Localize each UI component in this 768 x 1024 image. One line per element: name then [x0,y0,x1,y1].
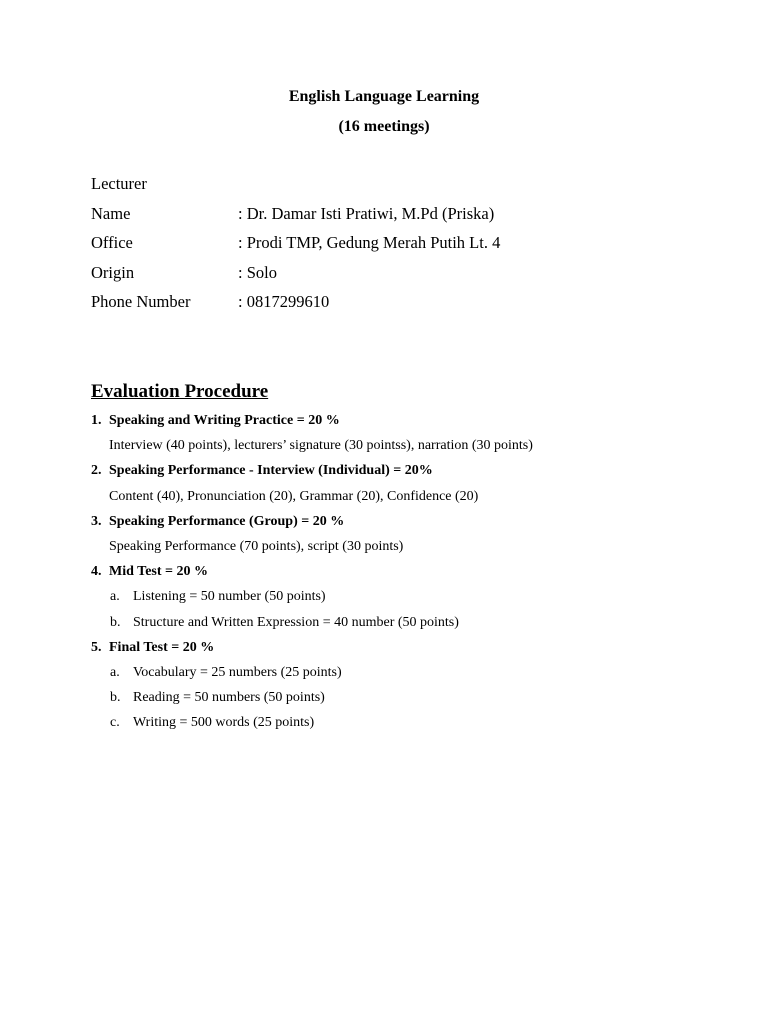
evaluation-list [91,411,731,738]
item-number: 2. [91,463,102,479]
sub-item-text: Writing = 500 words (25 points) [133,715,315,731]
sub-item [91,587,731,612]
item-title: Final Test = 20 % [109,639,215,655]
info-value: : Dr. Damar Isti Pratiwi, M.Pd (Priska) [238,203,495,223]
sub-item-letter: a. [110,664,120,680]
info-label: Phone Number [91,292,191,311]
item-detail: Speaking Performance (70 points), script (30 points) [109,538,404,554]
item-number: 5. [91,639,102,655]
info-value: : Prodi TMP, Gedung Merah Putih Lt. 4 [238,233,501,252]
sub-item [91,613,731,638]
document-subtitle: (16 meetings) [338,118,430,135]
info-value: : Solo [238,262,277,282]
item-title: Speaking Performance - Interview (Individual) = 20% [109,463,433,479]
sub-item-text: Vocabulary = 25 numbers (25 points) [133,664,342,680]
item-number: 3. [91,513,102,529]
info-row-office [91,233,500,263]
info-label: Office [91,233,133,252]
item-title: Speaking and Writing Practice = 20 % [109,413,340,428]
lecturer-info [91,174,500,322]
item-number: 4. [91,564,102,580]
sub-item-letter: c. [110,715,120,731]
sub-item [91,688,731,713]
sub-item-letter: b. [110,614,121,630]
sub-item-text: Reading = 50 numbers (50 points) [133,690,325,706]
sub-item [91,663,731,688]
evaluation-item [91,411,731,436]
info-label: Origin [91,262,135,282]
item-title: Mid Test = 20 % [109,564,208,580]
evaluation-item [91,562,731,587]
info-label: Name [91,203,131,223]
evaluation-heading: Evaluation Procedure [91,381,269,402]
evaluation-item [91,512,731,537]
sub-item [91,713,731,738]
document-title: English Language Learning [288,88,480,105]
info-value: : 0817299610 [238,292,330,311]
sub-item-letter: b. [110,690,121,706]
item-detail: Interview (40 points), lecturers’ signature (30 pointss), narration (30 points) [109,438,533,454]
info-row-name [91,204,500,234]
evaluation-item [91,638,731,663]
sub-item-text: Listening = 50 number (50 points) [133,589,326,605]
info-row-origin [91,263,500,293]
lecturer-heading: Lecturer [91,174,147,193]
item-detail: Content (40), Pronunciation (20), Grammar (20), Confidence (20) [109,488,479,504]
item-number: 1. [91,413,102,428]
evaluation-item [91,461,731,486]
info-row-phone [91,292,500,322]
sub-item-letter: a. [110,589,120,605]
sub-item-text: Structure and Written Expression = 40 number (50 points) [133,614,459,630]
item-title: Speaking Performance (Group) = 20 % [109,513,345,529]
